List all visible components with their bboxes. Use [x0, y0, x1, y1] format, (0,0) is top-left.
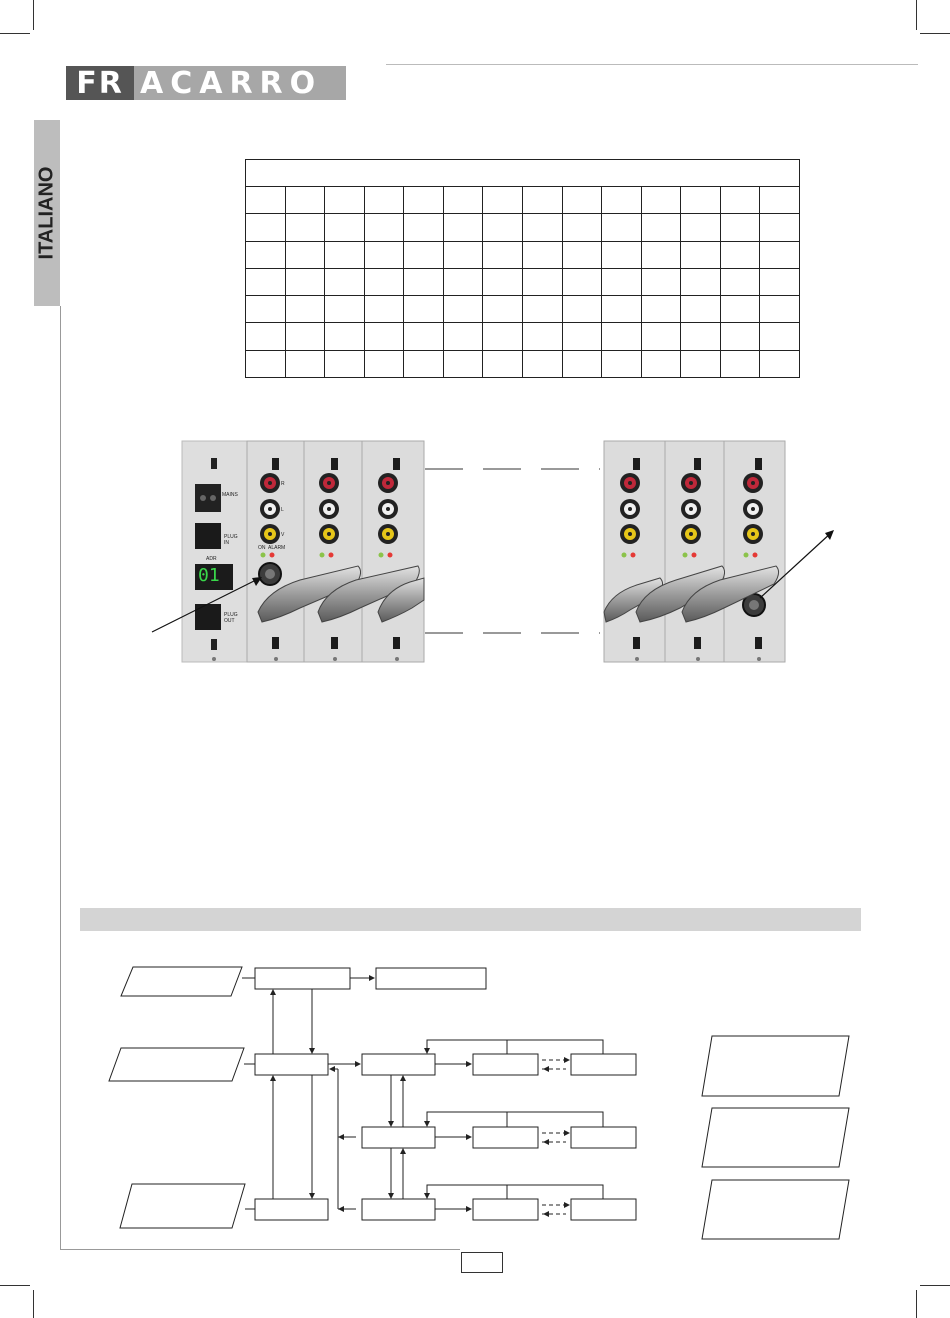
input-parallelogram-1 — [121, 967, 242, 996]
diagram-box — [255, 1199, 328, 1220]
note-parallelogram-3 — [702, 1180, 849, 1239]
diagram-box — [571, 1127, 636, 1148]
mains-socket — [195, 484, 221, 512]
rca-l-label: L — [281, 507, 284, 513]
rca-v-label: V — [281, 532, 285, 538]
section-heading-bar — [80, 908, 861, 931]
note-parallelogram-2 — [702, 1108, 849, 1167]
address-label: ADR — [206, 556, 217, 562]
input-parallelogram-3 — [120, 1184, 245, 1228]
alarm-label: ALARM — [268, 545, 286, 551]
page-number-box — [461, 1252, 503, 1273]
plug-in-connector — [195, 523, 221, 549]
av-module-4 — [604, 441, 665, 662]
address-value: 01 — [198, 565, 220, 586]
diagram-box — [473, 1054, 538, 1075]
rca-r-label: R — [281, 481, 285, 487]
av-module-5 — [665, 441, 724, 662]
diagram-box — [571, 1054, 636, 1075]
plug-in-module — [182, 441, 247, 662]
diagram-box — [362, 1199, 435, 1220]
diagram-box — [473, 1199, 538, 1220]
plug-in-label: PLUG IN — [224, 534, 238, 546]
diagram-box — [376, 968, 486, 989]
diagram-box — [362, 1054, 435, 1075]
diagram-arrowheads — [270, 975, 570, 1217]
block-diagram — [109, 967, 849, 1239]
plug-out-label: PLUG OUT — [224, 612, 238, 624]
mains-label: MAINS — [222, 492, 238, 498]
input-parallelogram-2 — [109, 1048, 244, 1081]
note-parallelogram-1 — [702, 1036, 849, 1096]
diagram-box — [473, 1127, 538, 1148]
av-module-2 — [304, 441, 362, 662]
av-module-6 — [724, 441, 785, 662]
diagram-box — [255, 1054, 328, 1075]
on-label: ON — [258, 545, 266, 551]
av-module-1 — [247, 441, 304, 662]
diagram-box — [255, 968, 350, 989]
av-module-3 — [362, 441, 424, 662]
diagram-box — [571, 1199, 636, 1220]
diagram-box — [362, 1127, 435, 1148]
logo-right: ACARRO — [134, 66, 346, 100]
language-label: ITALIANO — [35, 166, 58, 260]
logo-left: FR — [66, 66, 134, 100]
arrowhead-icon — [825, 530, 834, 540]
